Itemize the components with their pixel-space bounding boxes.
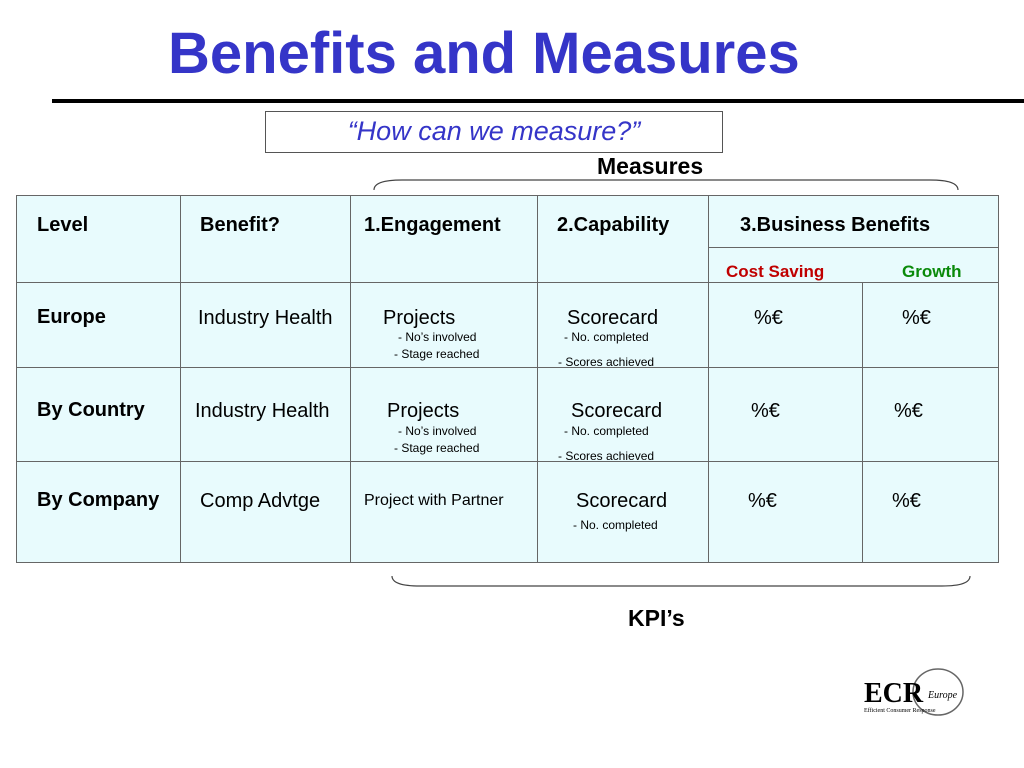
row-capability: Scorecard	[571, 400, 663, 422]
col-divider	[862, 282, 863, 562]
benefits-table	[16, 195, 999, 563]
row-engagement: Project with Partner	[364, 492, 504, 509]
capability-note: - Scores achieved	[558, 449, 655, 463]
row-level-country: By Country	[37, 399, 145, 421]
row-growth: %€	[902, 307, 931, 329]
slide-title: Benefits and Measures	[168, 21, 800, 86]
row-divider	[17, 461, 998, 462]
logo-tagline-text: Efficient Consumer Response	[864, 708, 936, 714]
ecr-europe-logo	[862, 668, 966, 720]
col-divider	[350, 196, 351, 562]
row-benefit: Industry Health	[198, 307, 333, 329]
title-underline	[52, 99, 1024, 103]
row-cost-saving: %€	[754, 307, 783, 329]
logo-region-text: Europe	[928, 690, 958, 701]
header-benefit: Benefit?	[200, 214, 280, 236]
subheader-growth: Growth	[902, 262, 962, 281]
engagement-note: - Stage reached	[394, 441, 480, 455]
row-level-europe: Europe	[37, 306, 106, 328]
kpis-label: KPI’s	[628, 605, 685, 631]
header-capability: 2.Capability	[557, 214, 670, 236]
row-engagement: Projects	[383, 307, 456, 329]
row-divider	[17, 367, 998, 368]
capability-note: - Scores achieved	[558, 355, 655, 369]
question-box: “How can we measure?”	[265, 111, 723, 153]
engagement-note: - Stage reached	[394, 347, 480, 361]
row-divider	[708, 247, 998, 248]
row-divider	[17, 282, 998, 283]
kpis-brace	[388, 574, 978, 590]
row-growth: %€	[892, 490, 921, 512]
engagement-note: - No’s involved	[398, 330, 477, 344]
engagement-note: - No’s involved	[398, 424, 477, 438]
subheader-cost-saving: Cost Saving	[726, 262, 825, 281]
row-cost-saving: %€	[751, 400, 780, 422]
measures-brace	[372, 176, 962, 192]
col-divider	[180, 196, 181, 562]
logo-ecr-text: ECR	[864, 678, 924, 709]
row-benefit: Comp Advtge	[200, 490, 321, 512]
header-business-benefits: 3.Business Benefits	[740, 214, 931, 236]
capability-note: - No. completed	[564, 424, 649, 438]
capability-note: - No. completed	[564, 330, 649, 344]
row-capability: Scorecard	[567, 307, 659, 329]
row-cost-saving: %€	[748, 490, 777, 512]
row-capability: Scorecard	[576, 490, 668, 512]
measures-label: Measures	[597, 153, 704, 179]
header-level: Level	[37, 214, 89, 236]
row-growth: %€	[894, 400, 923, 422]
row-level-company: By Company	[37, 489, 160, 511]
row-benefit: Industry Health	[195, 400, 330, 422]
col-divider	[537, 196, 538, 562]
ecr-logo-mark	[862, 668, 966, 720]
row-engagement: Projects	[387, 400, 460, 422]
header-engagement: 1.Engagement	[364, 214, 501, 236]
capability-note: - No. completed	[573, 518, 658, 532]
col-divider	[708, 196, 709, 562]
